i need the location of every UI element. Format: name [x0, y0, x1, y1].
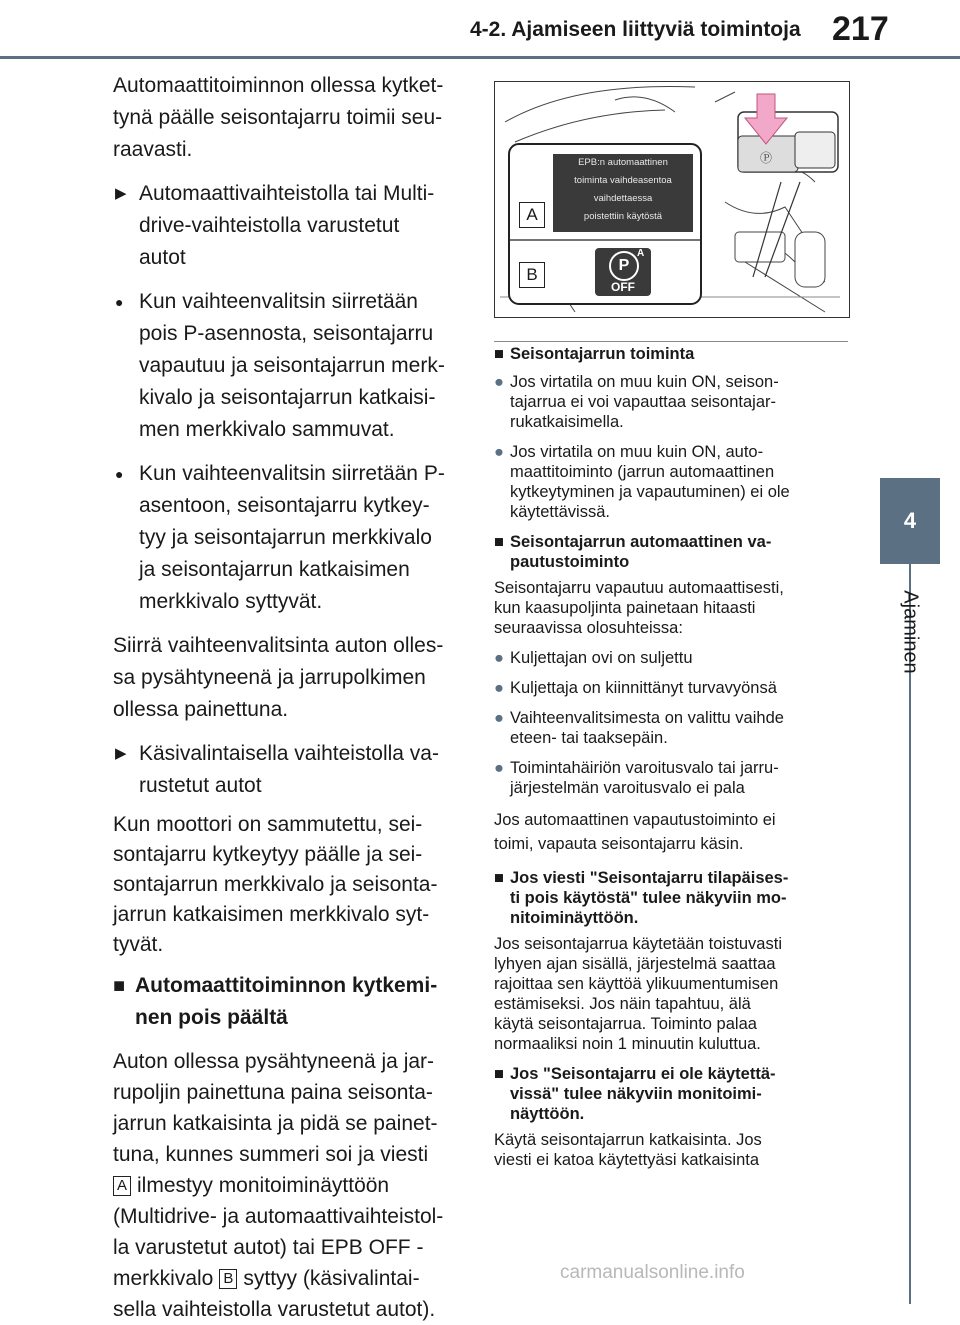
auto-letter: A	[637, 248, 645, 259]
svg-text:Ⓟ: Ⓟ	[760, 151, 773, 165]
message-screen: EPB:n automaattinen toiminta vaihdeasentoa vaihdettaessa poistettiin käytöstä	[574, 157, 672, 222]
triangle-icon: ▶	[115, 745, 127, 762]
bullet-item: ● Jos virtatila on muu kuin ON, auto- maattitoiminto (jarrun automaattinen kytkeytyminen ja vapautuminen) ei ole käytettävissä.	[494, 443, 790, 521]
condition-item: ● Vaihteenvalitsimesta on valittu vaihde eteen- tai taaksepäin.	[494, 709, 784, 747]
bullet-icon: ●	[494, 373, 504, 391]
chapter-tab: 4	[880, 478, 940, 564]
section-heading: ■ Seisontajarrun toiminta	[494, 345, 695, 363]
paragraph: Kun moottori on sammutettu, sei- sontajarru kytkeytyy päälle ja sei- sontajarrun merkkivalo ja seisonta- jarrun katkaisimen merkkivalo syt- tyvät.	[113, 813, 438, 956]
paragraph: Automaattitoiminnon ollessa kytket- tynä päälle seisontajarru toimii seu- raavasti.	[113, 74, 444, 161]
bullet-icon: ●	[494, 759, 504, 777]
figure-divider	[494, 341, 848, 342]
section-heading: ■ Automaattitoiminnon kytkemi- nen pois päältä	[113, 970, 463, 1034]
section-heading: ■ Jos "Seisontajarru ei ole käytettä- vissä" tulee näkyviin monitoimi- näyttöön.	[494, 1065, 776, 1123]
right-column	[494, 344, 848, 1170]
bullet-item: ● Jos virtatila on muu kuin ON, seison- tajarrua ei voi vapauttaa seisontajar- rukatkaisimella.	[494, 373, 779, 431]
bullet-icon: ●	[494, 709, 504, 727]
sub-heading: ▶ Automaattivaihteistolla tai Multi- drive-vaihteistolla varustetut autot	[115, 178, 463, 274]
square-icon: ■	[494, 533, 504, 551]
bullet-item: ● Kun vaihteenvalitsin siirretään pois P-asennosta, seisontajarru vapautuu ja seisontajarrun merk- kivalo ja seisontajarrun katkaisi- men merkkivalo sammuvat.	[115, 286, 463, 446]
triangle-icon: ▶	[115, 185, 127, 202]
paragraph: Jos automaattinen vapautustoiminto ei toimi, vapauta seisontajarru käsin.	[494, 811, 776, 853]
bullet-item: ● Kun vaihteenvalitsin siirretään P- asentoon, seisontajarru kytkey- tyy ja seisontajarrun merkkivalo ja seisontajarrun katkaisimen merkkivalo syttyvät.	[115, 458, 463, 618]
square-icon: ■	[494, 869, 504, 887]
left-column	[113, 70, 463, 1325]
section-heading: ■ Seisontajarrun automaattinen va- pautustoiminto	[494, 533, 772, 571]
watermark: carmanualsonline.info	[560, 1262, 745, 1283]
chapter-label-text: Ajaminen	[899, 590, 922, 674]
parking-brake-icon: P	[609, 251, 639, 281]
section-heading: ■ Jos viesti "Seisontajarru tilapäises- ti pois käytöstä" tulee näkyviin mo- nitoiminäyttöön.	[494, 869, 789, 927]
condition-item: ● Kuljettaja on kiinnittänyt turvavyönsä	[494, 679, 777, 697]
paragraph: Siirrä vaihteenvalitsinta auton olles- sa pysähtyneenä ja jarrupolkimen ollessa painettuna.	[113, 634, 444, 721]
sub-heading: ▶ Käsivalintaisella vaihteistolla va- rustetut autot	[115, 738, 463, 802]
bullet-icon: ●	[115, 466, 124, 482]
square-icon: ■	[113, 975, 126, 997]
label-b-box: B	[519, 262, 545, 288]
page-number: 217	[832, 10, 889, 48]
bullet-icon: ●	[115, 294, 124, 310]
section-title: 4-2. Ajamiseen liittyviä toimintoja	[470, 18, 801, 41]
paragraph: Käytä seisontajarrun katkaisinta. Jos viesti ei katoa käytettyäsi katkaisinta	[494, 1131, 762, 1169]
chapter-label	[872, 572, 948, 692]
header-rule	[0, 56, 960, 59]
square-icon: ■	[494, 345, 504, 363]
square-icon: ■	[494, 1065, 504, 1083]
bullet-icon: ●	[494, 649, 504, 667]
condition-item: ● Kuljettajan ovi on suljettu	[494, 649, 693, 667]
label-b-tag: B	[219, 1269, 237, 1289]
bullet-icon: ●	[494, 443, 504, 461]
bullet-icon: ●	[494, 679, 504, 697]
paragraph: Auton ollessa pysähtyneenä ja jar- rupoljin painettuna paina seisonta- jarrun katkaisinta ja pidä se painet- tuna, kunnes summeri soi ja viesti A ilmestyy monitoiminäyttöön (Multidrive- ja automaattivaihteistol- la varustetut autot) tai EPB OFF - merkkivalo B syttyy (käsivalintai- sella vaihteistolla varustetut autot).	[113, 1050, 444, 1321]
paragraph: Seisontajarru vapautuu automaattisesti, kun kaasupoljinta painetaan hitaasti seuraavissa olosuhteissa:	[494, 579, 784, 637]
epb-figure	[494, 81, 850, 318]
condition-item: ● Toimintahäiriön varoitusvalo tai jarru- järjestelmän varoitusvalo ei pala	[494, 759, 779, 797]
label-a-box: A	[519, 202, 545, 228]
epb-off-text: OFF	[611, 280, 635, 294]
paragraph: Jos seisontajarrua käytetään toistuvasti lyhyen ajan sisällä, järjestelmä saattaa rajoittaa sen käyttöä ylikuumentumisen estämiseksi. Jos näin tapahtuu, älä käytä seisontajarrua. Toiminto palaa normaaliksi noin 1 minuutin kuluttua.	[494, 935, 782, 1053]
label-a-tag: A	[113, 1176, 131, 1196]
epb-off-indicator	[595, 248, 651, 296]
